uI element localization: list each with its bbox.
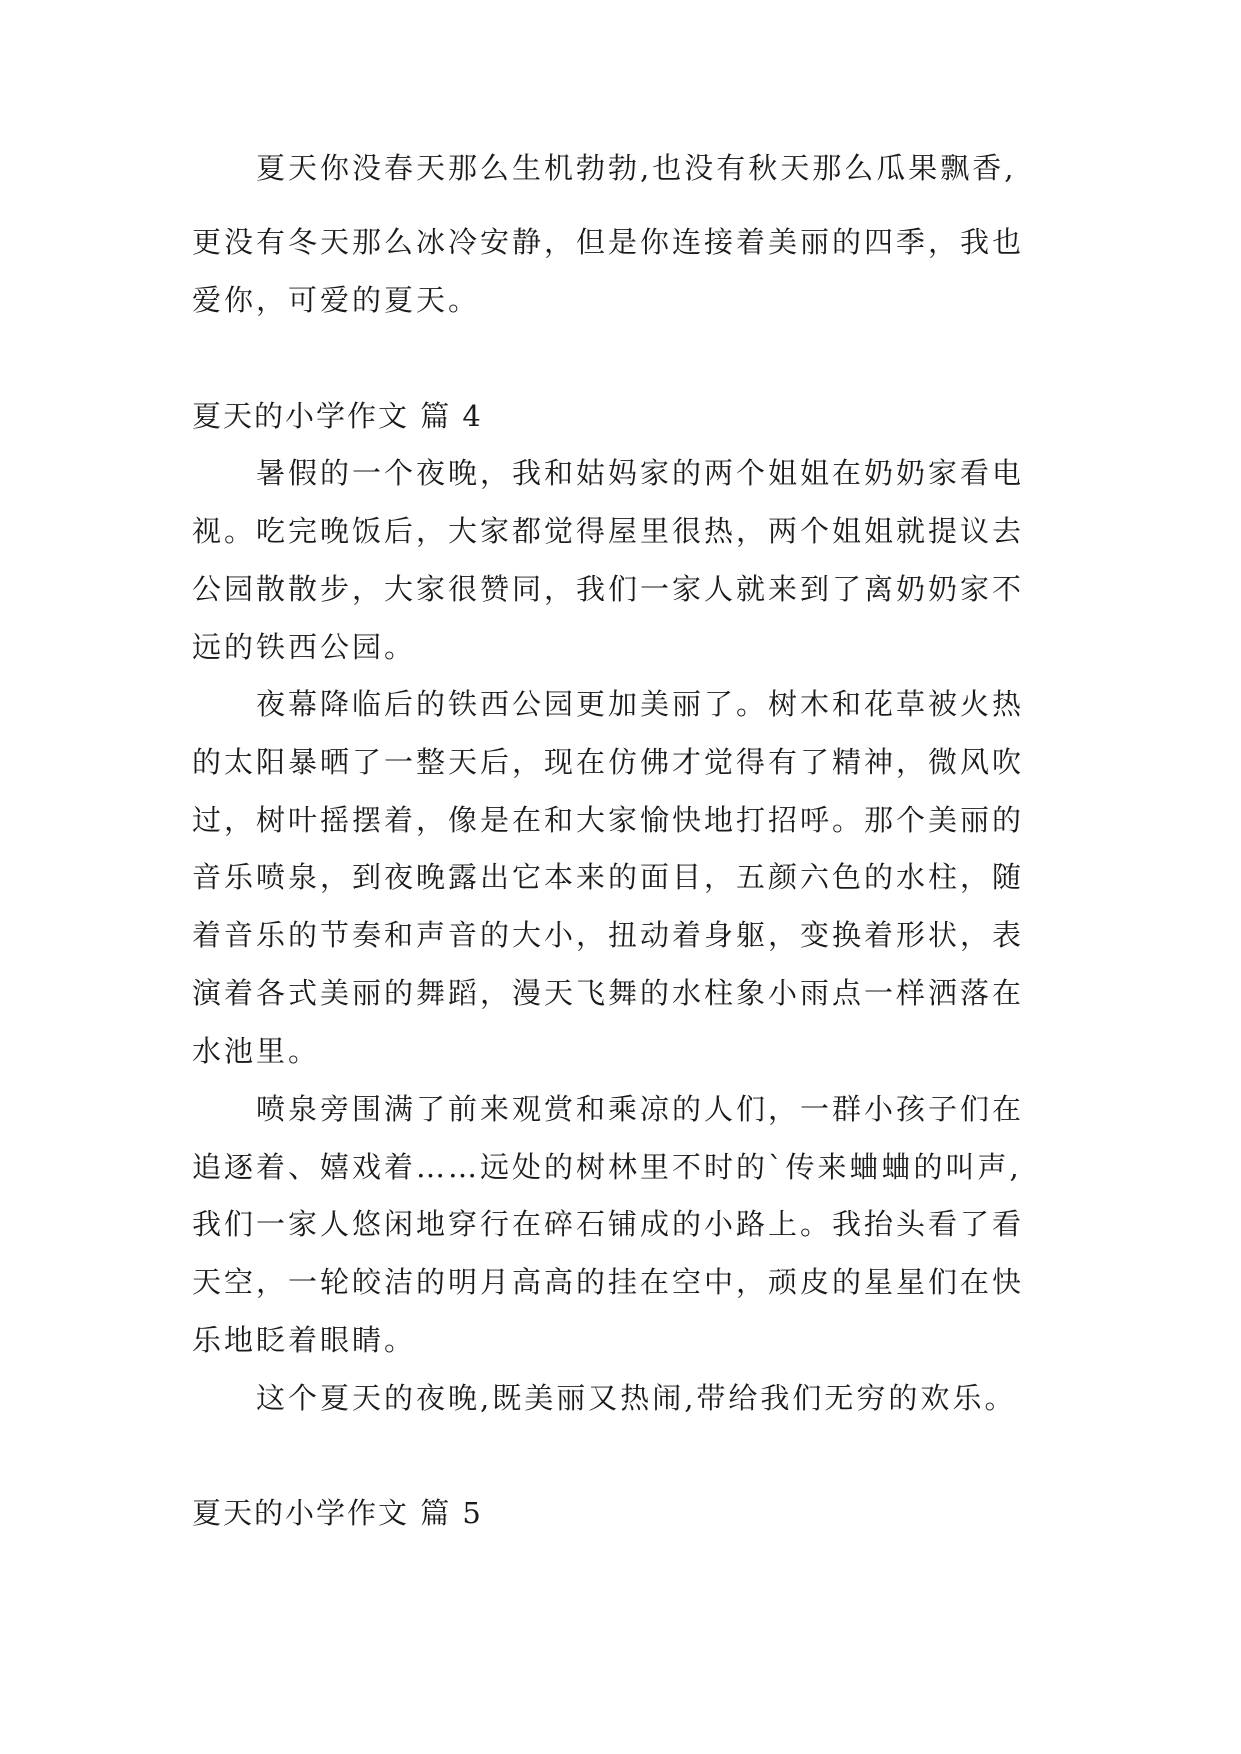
paragraph-line: 远的铁西公园。 <box>192 630 417 664</box>
paragraph-line: 乐地眨着眼睛。 <box>192 1323 417 1357</box>
paragraph-line: 追逐着、嬉戏着……远处的树林里不时的`传来蛐蛐的叫声, <box>192 1150 1022 1184</box>
paragraph-line: 演着各式美丽的舞蹈，漫天飞舞的水柱象小雨点一样洒落在 <box>192 976 1025 1010</box>
paragraph-line: 视。吃完晚饭后，大家都觉得屋里很热，两个姐姐就提议去 <box>192 514 1025 548</box>
paragraph-line: 天空，一轮皎洁的明月高高的挂在空中，顽皮的星星们在快 <box>192 1265 1025 1299</box>
paragraph-line: 音乐喷泉，到夜晚露出它本来的面目，五颜六色的水柱，随 <box>192 860 1025 894</box>
paragraph-line: 夏天你没春天那么生机勃勃,也没有秋天那么瓜果飘香, <box>256 151 1017 185</box>
paragraph-line: 的太阳暴晒了一整天后，现在仿佛才觉得有了精神，微风吹 <box>192 745 1025 779</box>
paragraph-line: 喷泉旁围满了前来观赏和乘凉的人们，一群小孩子们在 <box>256 1092 1025 1126</box>
paragraph-line: 暑假的一个夜晚，我和姑妈家的两个姐姐在奶奶家看电 <box>256 456 1025 490</box>
paragraph-line: 这个夏天的夜晚,既美丽又热闹,带给我们无穷的欢乐。 <box>256 1381 1017 1415</box>
paragraph-line: 水池里。 <box>192 1034 321 1068</box>
section-heading: 夏天的小学作文 篇 4 <box>192 399 483 433</box>
paragraph-line: 着音乐的节奏和声音的大小，扭动着身躯，变换着形状，表 <box>192 918 1025 952</box>
paragraph-line: 更没有冬天那么冰冷安静，但是你连接着美丽的四季，我也 <box>192 225 1025 259</box>
paragraph-line: 爱你，可爱的夏天。 <box>192 283 481 317</box>
paragraph-line: 我们一家人悠闲地穿行在碎石铺成的小路上。我抬头看了看 <box>192 1207 1025 1241</box>
paragraph-line: 公园散散步，大家很赞同，我们一家人就来到了离奶奶家不 <box>192 572 1025 606</box>
paragraph-line: 过，树叶摇摆着，像是在和大家愉快地打招呼。那个美丽的 <box>192 803 1025 837</box>
paragraph-line: 夜幕降临后的铁西公园更加美丽了。树木和花草被火热 <box>256 687 1025 721</box>
section-heading: 夏天的小学作文 篇 5 <box>192 1496 483 1530</box>
